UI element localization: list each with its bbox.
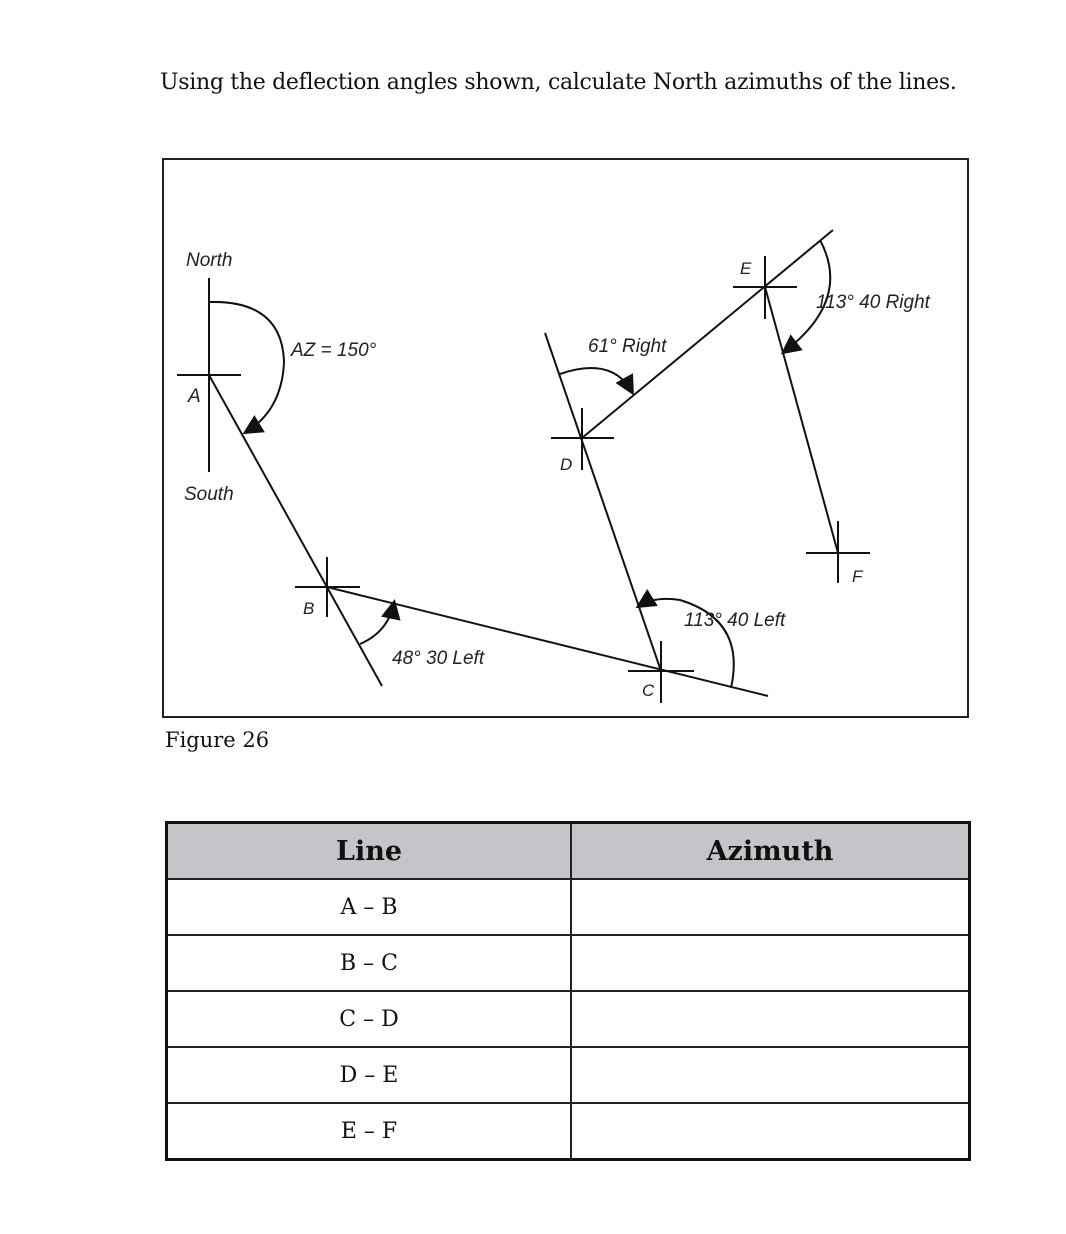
label-station-a: A <box>188 386 201 407</box>
line-cell: E – F <box>167 1103 572 1160</box>
table-row <box>167 991 970 1047</box>
arc-angle-b <box>360 603 394 644</box>
azimuth-table <box>165 821 971 1161</box>
label-south: South <box>184 484 234 505</box>
table-row <box>167 1103 970 1160</box>
header-azimuth: Azimuth <box>571 823 970 880</box>
instruction-text: Using the deflection angles shown, calculate North azimuths of the lines. <box>160 70 957 95</box>
line-cell: C – D <box>167 991 572 1047</box>
azimuth-cell[interactable] <box>571 935 970 991</box>
azimuth-cell[interactable] <box>571 991 970 1047</box>
line-e-f <box>765 287 838 553</box>
label-station-f: F <box>852 567 863 586</box>
label-angle-b: 48° 30 Left <box>392 648 485 669</box>
line-d-e <box>582 230 833 438</box>
label-azimuth: AZ = 150° <box>291 340 377 361</box>
label-station-e: E <box>740 259 752 278</box>
azimuth-cell[interactable] <box>571 1103 970 1160</box>
header-line: Line <box>167 823 572 880</box>
table-row <box>167 935 970 991</box>
table-row <box>167 1047 970 1103</box>
label-angle-d: 61° Right <box>588 336 667 357</box>
label-station-b: B <box>303 599 315 618</box>
label-angle-e: 113° 40 Right <box>816 292 930 313</box>
label-station-c: C <box>642 681 655 700</box>
azimuth-cell[interactable] <box>571 879 970 935</box>
label-north: North <box>186 250 233 271</box>
label-angle-c: 113° 40 Left <box>684 610 786 631</box>
azimuth-cell[interactable] <box>571 1047 970 1103</box>
figure-caption: Figure 26 <box>165 728 270 752</box>
station-c-cross <box>628 641 694 703</box>
line-a-b <box>209 375 382 686</box>
label-station-d: D <box>560 455 573 474</box>
line-cell: B – C <box>167 935 572 991</box>
table-row <box>167 879 970 935</box>
arc-angle-d <box>560 368 632 392</box>
table-header-row <box>167 823 970 880</box>
line-c-d <box>545 333 661 671</box>
line-cell: D – E <box>167 1047 572 1103</box>
arc-azimuth <box>209 302 284 432</box>
line-cell: A – B <box>167 879 572 935</box>
